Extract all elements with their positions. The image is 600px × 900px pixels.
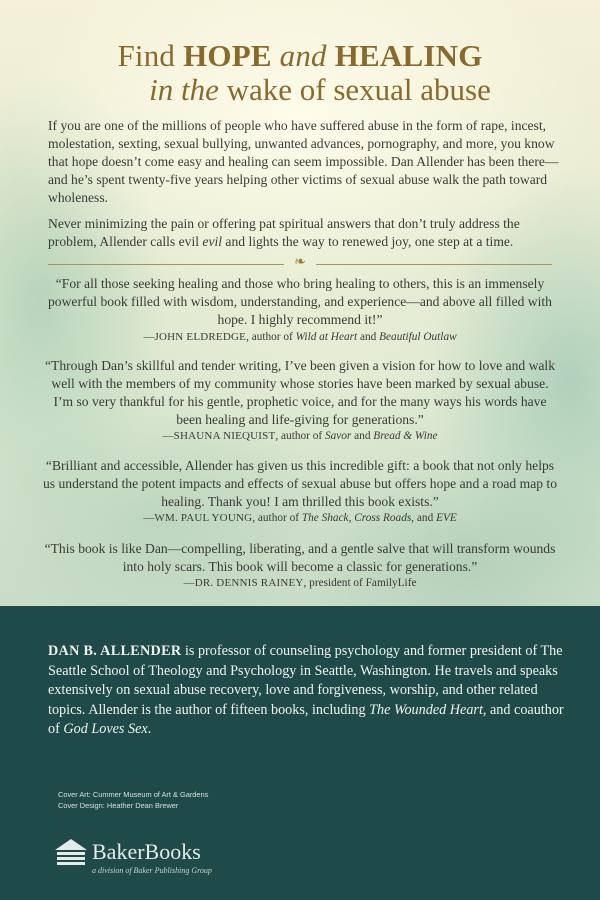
- author-name: DAN B. ALLENDER: [48, 643, 182, 659]
- author-bio: DAN B. ALLENDER is professor of counseling psychology and former president of The Seattle School of Theology and Psychology in Seattle, Washington. He travels and speaks extensively on sexual abuse recovery, love and forgiveness, worship, and other related topics. Allender is the author of fifteen books, including The Wounded Heart, and coauthor of God Loves Sex.: [48, 643, 564, 738]
- author-panel: [0, 606, 600, 900]
- house-icon: [54, 838, 88, 868]
- publisher-logo: [54, 836, 294, 886]
- fleuron-icon: ❧: [294, 255, 306, 270]
- headline-line-1: Find HOPE and HEALING: [117, 38, 483, 73]
- publisher-name: BakerBooks: [92, 839, 201, 864]
- endorsement-attribution: —SHAUNA NIEQUIST, author of Savor and Bread & Wine: [162, 430, 438, 442]
- ornament-divider: [48, 257, 552, 271]
- endorsement-attribution: —JOHN ELDREDGE, author of Wild at Heart and Beautiful Outlaw: [143, 331, 457, 343]
- endorsement-quote: “Through Dan’s skillful and tender writing, I’ve been given a vision for how to love and walk well with the members of my community whose stories have been marked by sexual abuse. I’m so very thankful for his gentle, prophetic voice, and for the many ways his words have been healing and life-giving for generations.”: [44, 358, 556, 427]
- endorsement-attribution: —WM. PAUL YOUNG, author of The Shack, Cross Roads, and EVE: [143, 512, 457, 524]
- intro-paragraph-1: If you are one of the millions of people who have suffered abuse in the form of rape, incest, molestation, sexting, sexual bullying, unwanted advances, pornography, and more, you know that hope doesn’t come easy and healing can seem impossible. Dan Allender has been there—and he’s spent twenty-five years helping other victims of sexual abuse walk the path toward wholeness.: [48, 118, 559, 205]
- intro-paragraph-2: Never minimizing the pain or offering pat spiritual answers that don’t truly address the problem, Allender calls evil evil and lights the way to renewed joy, one step at a time.: [48, 216, 520, 249]
- headline-line-2: in the wake of sexual abuse: [149, 72, 491, 107]
- endorsement-quote: “For all those seeking healing and those who bring healing to others, this is an immensely powerful book filled with wisdom, understanding, and experience—and above all filled with hope. I highly recommend it!”: [48, 276, 552, 327]
- cover-art-credit: Cover Art: Cummer Museum of Art & Gardens: [58, 790, 209, 799]
- endorsement-attribution: —DR. DENNIS RAINEY, president of FamilyLife: [183, 577, 417, 589]
- endorsement-quote: “Brilliant and accessible, Allender has given us this incredible gift: a book that not only helps us understand the potent impacts and effects of sexual abuse but offers hope and a road map to healing. Thank you! I am thrilled this book exists.”: [42, 458, 558, 509]
- cover-design-credit: Cover Design: Heather Dean Brewer: [58, 801, 179, 810]
- cover-credits: [58, 789, 358, 811]
- endorsement-quote: “This book is like Dan—compelling, liberating, and a gentle salve that will transform wounds into holy scars. This book will become a classic for generations.”: [44, 541, 556, 574]
- publisher-tagline: a division of Baker Publishing Group: [92, 866, 212, 875]
